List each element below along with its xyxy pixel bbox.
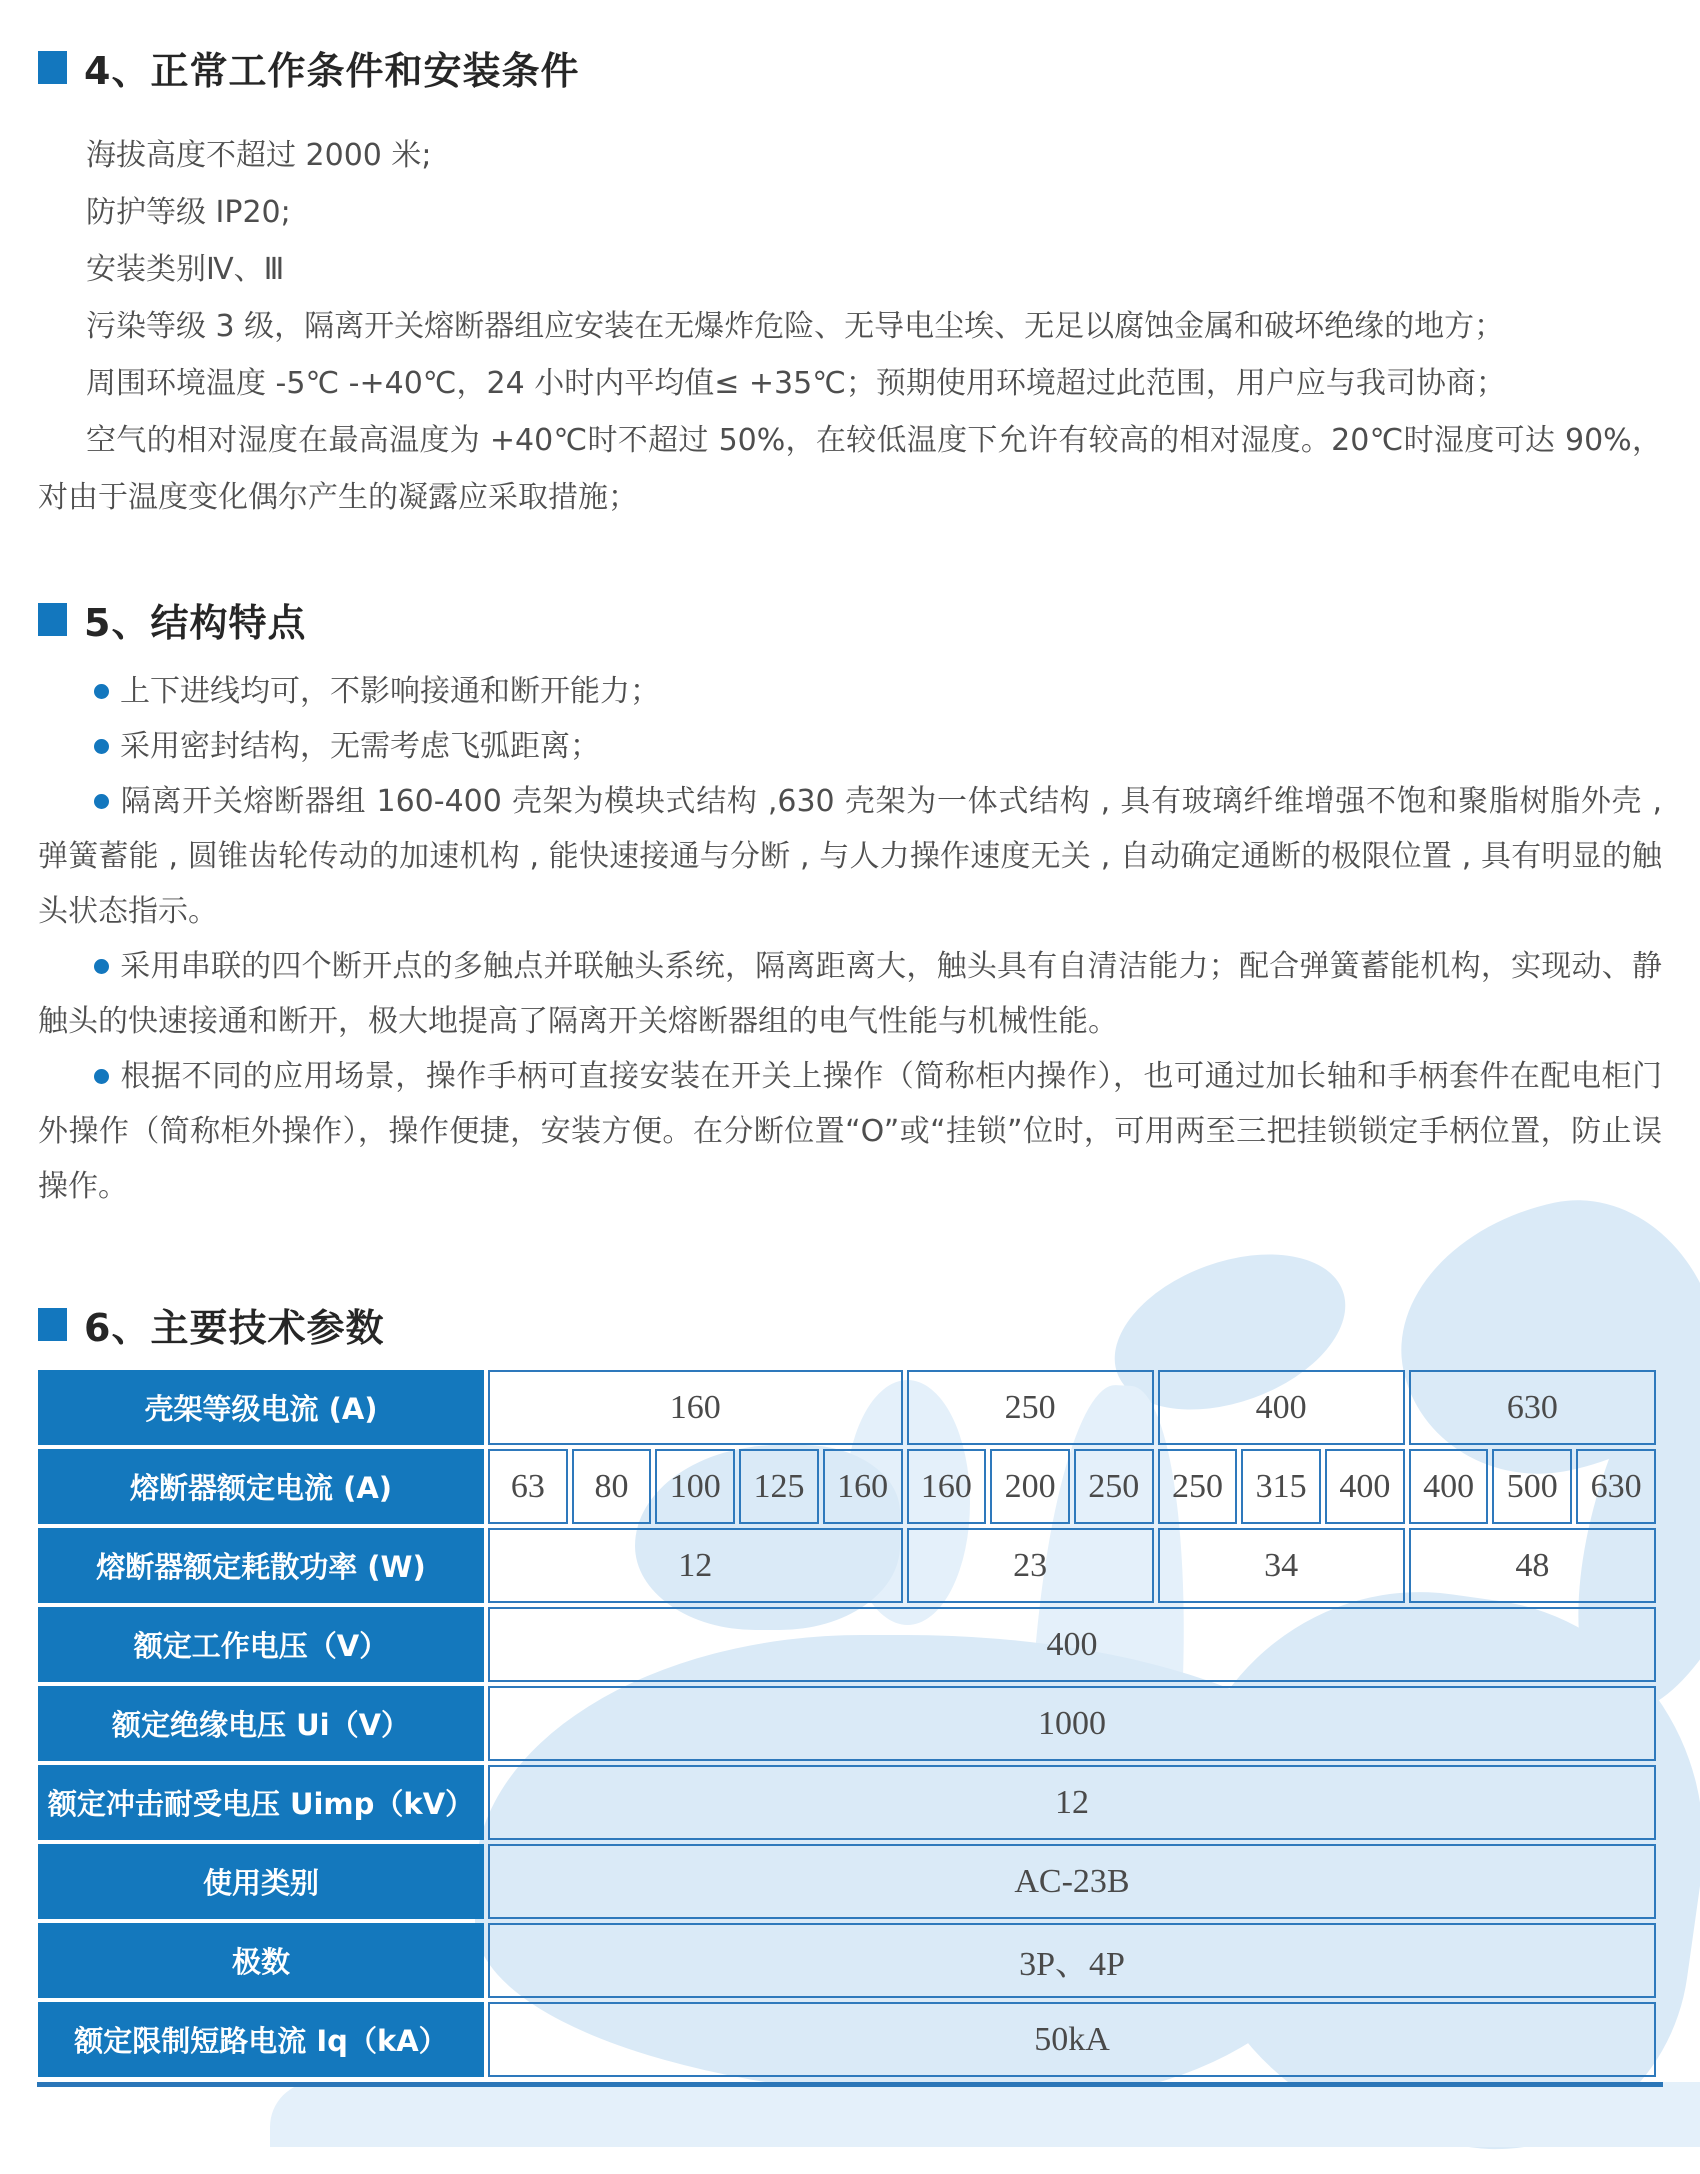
cell: 315 [1241,1449,1321,1524]
bullet-dot-icon [94,1069,109,1084]
cell: 100 [655,1449,735,1524]
cell: 400 [1325,1449,1405,1524]
cell: 23 [907,1528,1154,1603]
cell: 1000 [488,1686,1656,1761]
cell: 3P、4P [488,1923,1656,1998]
section6-heading [38,1297,384,1352]
paragraph: 空气的相对湿度在最高温度为 +40℃时不超过 50%，在较低温度下允许有较高的相对湿度。20℃时湿度可达 90%，对由于温度变化偶尔产生的凝露应采取措施； [38,423,1662,515]
table-row [38,1528,1656,1603]
row-label: 额定冲击耐受电压 Uimp（kV） [38,1765,484,1840]
bullet-dot-icon [94,684,109,699]
cell: 160 [488,1370,903,1445]
bullet-item [38,939,1662,1049]
cell: 500 [1492,1449,1572,1524]
table-row [38,2002,1656,2077]
table-bottom-border [37,2082,1663,2087]
cell: 630 [1576,1449,1656,1524]
cell: 250 [1074,1449,1154,1524]
bullet-item [38,664,1662,719]
cell: 400 [1409,1449,1489,1524]
bullet-text: 采用密封结构，无需考虑飞弧距离； [120,729,600,764]
row-label: 熔断器额定耗散功率 (W) [38,1528,484,1603]
row-label: 额定限制短路电流 Iq（kA） [38,2002,484,2077]
table-row [38,1607,1656,1682]
cell: 80 [572,1449,652,1524]
row-label: 熔断器额定电流 (A) [38,1449,484,1524]
row-label: 使用类别 [38,1844,484,1919]
heading-square-icon [38,603,67,636]
table-row [38,1844,1656,1919]
table-row [38,1765,1656,1840]
table-row [38,1923,1656,1998]
bullet-text: 采用串联的四个断开点的多触点并联触头系统，隔离距离大，触头具有自清洁能力；配合弹簧蓄能机构，实现动、静触头的快速接通和断开，极大地提高了隔离开关熔断器组的电气性能与机械性能。 [38,949,1662,1039]
bullet-item [38,719,1662,774]
cell: 12 [488,1765,1656,1840]
table-row [38,1686,1656,1761]
bullet-item [38,1049,1662,1214]
section5-heading [38,592,306,647]
row-label: 额定工作电压（V） [38,1607,484,1682]
technical-parameters-table [34,1366,1660,2081]
cell: 34 [1158,1528,1405,1603]
cell: 12 [488,1528,903,1603]
cell: 250 [907,1370,1154,1445]
table-row [38,1449,1656,1524]
section4-title: 4、正常工作条件和安装条件 [84,49,580,93]
cell: 400 [488,1607,1656,1682]
row-label: 壳架等级电流 (A) [38,1370,484,1445]
cell: 160 [907,1449,987,1524]
section6-title: 6、主要技术参数 [84,1306,385,1350]
cell: 63 [488,1449,568,1524]
section4-body [38,127,1662,526]
section5-title: 5、结构特点 [84,601,307,645]
bullet-dot-icon [94,739,109,754]
table-row [38,1370,1656,1445]
cell: 125 [739,1449,819,1524]
paragraph: 安装类别Ⅳ、Ⅲ [86,252,285,287]
watermark-shape [270,2082,1700,2147]
paragraph: 海拔高度不超过 2000 米; [86,138,432,173]
row-label: 额定绝缘电压 Ui（V） [38,1686,484,1761]
cell: 400 [1158,1370,1405,1445]
heading-square-icon [38,51,67,84]
cell: 50kA [488,2002,1656,2077]
heading-square-icon [38,1308,67,1341]
section4-heading [38,40,579,95]
paragraph: 周围环境温度 -5℃ -+40℃，24 小时内平均值≤ +35℃；预期使用环境超过此范围，用户应与我司协商； [86,366,1506,401]
row-label: 极数 [38,1923,484,1998]
cell: AC-23B [488,1844,1656,1919]
bullet-dot-icon [94,959,109,974]
bullet-item [38,774,1662,939]
cell: 160 [823,1449,903,1524]
bullet-text: 根据不同的应用场景，操作手柄可直接安装在开关上操作（简称柜内操作），也可通过加长轴和手柄套件在配电柜门外操作（简称柜外操作），操作便捷，安装方便。在分断位置“O”或“挂锁”位时，可用两至三把挂锁锁定手柄位置，防止误操作。 [38,1059,1662,1204]
bullet-text: 上下进线均可，不影响接通和断开能力； [120,674,660,709]
section5-body [38,664,1662,1214]
paragraph: 防护等级 IP20; [86,195,291,230]
paragraph: 污染等级 3 级，隔离开关熔断器组应安装在无爆炸危险、无导电尘埃、无足以腐蚀金属和破坏绝缘的地方； [86,309,1505,344]
bullet-text: 隔离开关熔断器组 160-400 壳架为模块式结构 ,630 壳架为一体式结构 , 具有玻璃纤维增强不饱和聚脂树脂外壳 , 弹簧蓄能 , 圆锥齿轮传动的加速机构 , 能快速接通与分断 , 与人力操作速度无关 , 自动确定通断的极限位置 , 具有明显的触头状态指示。 [38,784,1662,929]
cell: 630 [1409,1370,1656,1445]
cell: 200 [990,1449,1070,1524]
cell: 250 [1158,1449,1238,1524]
bullet-dot-icon [94,794,109,809]
cell: 48 [1409,1528,1656,1603]
